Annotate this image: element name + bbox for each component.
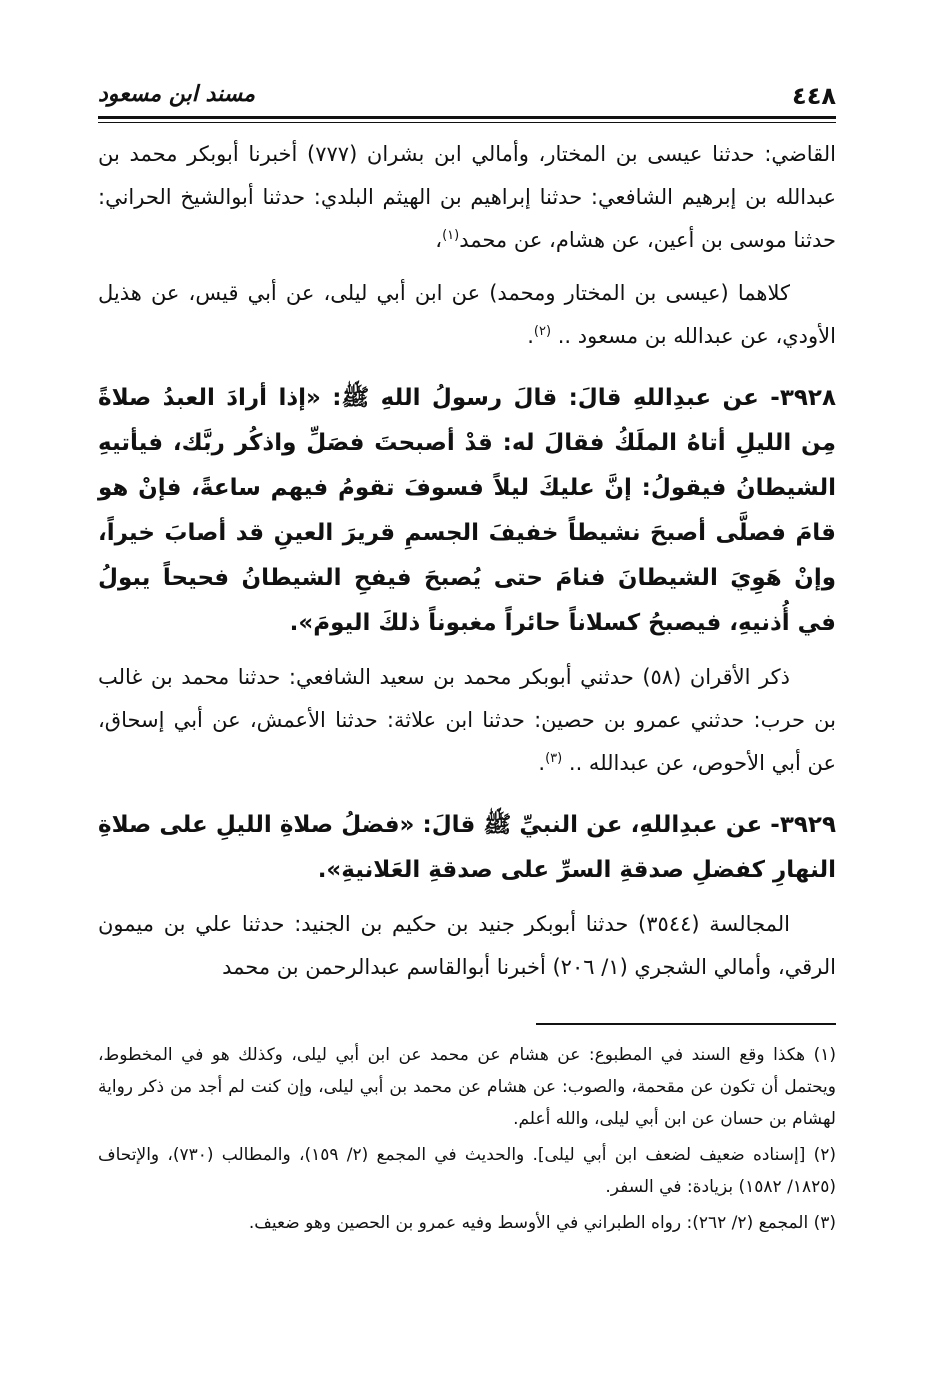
- punctuation: ،: [435, 228, 443, 252]
- source-text: القاضي: حدثنا عيسى بن المختار، وأمالي ابن بشران (٧٧٧) أخبرنا أبوبكر محمد بن عبدالله بن إبرهيم الشافعي: حدثنا إبراهيم بن الهيثم البلدي: حدثنا أبوالشيخ الحراني: حدثنا موسى بن أعين، عن هشام، عن محمد: [98, 142, 836, 252]
- book-title: مسند ابن مسعود: [98, 82, 256, 107]
- footnote-2: (٢) [إسناده ضعيف لضعف ابن أبي ليلى]. والحديث في المجمع (٢/ ١٥٩)، والمطالب (٧٣٠)، والإتحاف (١٨٢٥/ ١٥٨٢) بزيادة: في السفر.: [98, 1145, 836, 1197]
- page-number: ٤٤٨: [792, 82, 836, 110]
- source-paragraph-4: المجالسة (٣٥٤٤) حدثنا أبوبكر جنيد بن حكيم بن الجنيد: حدثنا علي بن ميمون الرقي، وأمالي الشجري (١/ ٢٠٦) أخبرنا أبوالقاسم عبدالرحمن بن محمد: [98, 912, 836, 979]
- running-header: [98, 78, 836, 116]
- header-rule-thin: [98, 122, 836, 123]
- footnote-ref-3: (٣): [545, 751, 563, 766]
- footnote-ref-1: (١): [442, 228, 460, 243]
- footnote-3: (٣) المجمع (٢/ ٢٦٢): رواه الطبراني في الأوسط وفيه عمرو بن الحصين وهو ضعيف.: [248, 1213, 836, 1233]
- footnote-1: (١) هكذا وقع السند في المطبوع: عن هشام عن محمد عن ابن أبي ليلى، وكذلك هو في المخطوط، ويحتمل أن تكون عن مقحمة، والصوب: عن هشام عن محمد بن أبي ليلى، وإن كنت لم أجد من ذكر رواية لهشام بن حسان عن ابن أبي ليلى، والله أعلم.: [98, 1045, 836, 1129]
- source-text: ذكر الأقران (٥٨) حدثني أبوبكر محمد بن سعيد الشافعي: حدثنا محمد بن غالب بن حرب: حدثني عمرو بن حصين: حدثنا ابن علاثة: حدثنا الأعمش، عن أبي إسحاق، عن أبي الأحوص، عن عبدالله ..: [98, 665, 836, 775]
- source-paragraph-3: [98, 656, 836, 785]
- header-rule-thick: [98, 116, 836, 119]
- punctuation: .: [538, 751, 546, 775]
- hadith-3929: ٣٩٢٩- عن عبدِاللهِ، عن النبيِّ ﷺ قالَ: «فضلُ صلاةِ الليلِ على صلاةِ النهارِ كفضلِ صدقةِ السرِّ على صدقةِ العَلانيةِ».: [98, 812, 836, 883]
- punctuation: .: [527, 324, 534, 348]
- source-text: كلاهما (عيسى بن المختار ومحمد) عن ابن أبي ليلى، عن أبي قيس، عن هذيل الأودي، عن عبدالله بن مسعود ..: [98, 281, 836, 348]
- source-paragraph-2: [98, 272, 836, 358]
- book-page: [98, 78, 836, 1243]
- hadith-3928: ٣٩٢٨- عن عبدِاللهِ قالَ: قالَ رسولُ اللهِ ﷺ: «إذا أرادَ العبدُ صلاةً مِن الليلِ أتاهُ الملَكُ فقالَ له: قدْ أصبحتَ فصَلِّ واذكُر ربَّك، فيأتيهِ الشيطانُ فيقولُ: إنَّ عليكَ ليلاً فسوفَ تقومُ فيهم ساعةً، فإنْ هو قامَ فصلَّى أصبحَ نشيطاً خفيفَ الجسمِ قريرَ العينِ قد أصابَ خيراً، وإنْ هَوِيَ الشيطانَ فنامَ حتى يُصبحَ فيفحِ الشيطانُ فحيحاً يبولُ في أُذنيهِ، فيصبحُ كسلاناً حائراً مغبوناً ذلكَ اليومَ».: [98, 385, 836, 636]
- footnote-ref-2: (٢): [533, 324, 552, 339]
- footnote-divider: [536, 1023, 836, 1025]
- source-paragraph-1: [98, 133, 836, 262]
